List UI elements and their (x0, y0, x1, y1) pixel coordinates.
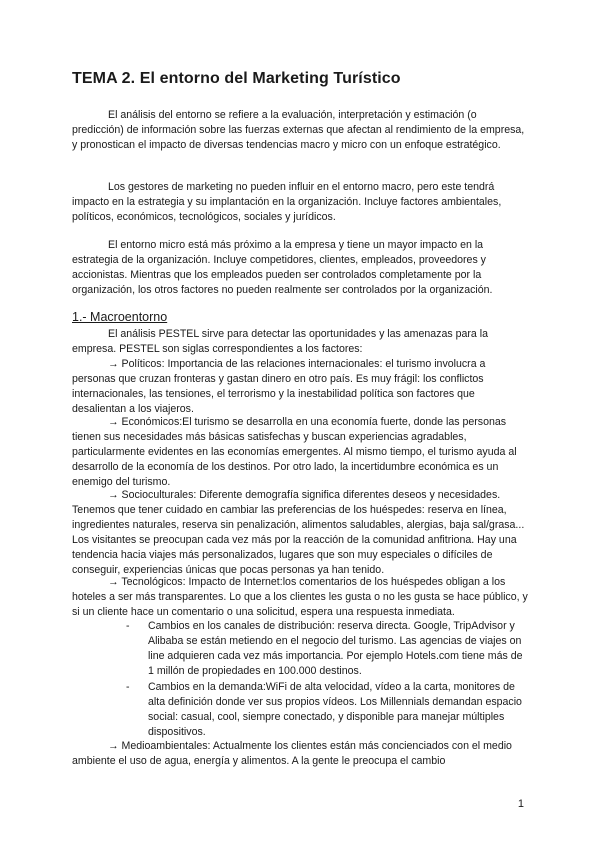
factor-medioambientales: → Medioambientales: Actualmente los clientes están más concienciados con el medio ambiente el uso de agua, energía y alimentos. A la gente le preocupa el cambio (72, 740, 512, 767)
paragraph-pestel-intro: El análisis PESTEL sirve para detectar las oportunidades y las amenazas para la empresa. PESTEL son siglas correspondientes a los factores: (72, 328, 489, 355)
section-heading-macroentorno: 1.- Macroentorno (72, 310, 168, 324)
factor-politicos: → Políticos: Importancia de las relaciones internacionales: el turismo involucra a personas que cruzan fronteras y gastan dinero en otro país. Es muy frágil: los conflictos internacionales, las tensiones, el terrorismo y la inestabilidad política son factores que desalientan a los viajeros. (72, 358, 486, 415)
paragraph-micro: El entorno micro está más próximo a la empresa y tiene un mayor impacto en la estrategia de la organización. Incluye competidores, clientes, empleados, proveedores y accionistas. Mientras que los empleados pueden ser controlados completamente por la organización, los otros factores no pueden realmente ser controlados por la organización. (72, 239, 493, 296)
page-title: TEMA 2. El entorno del Marketing Turístico (72, 70, 401, 87)
bullet-dash: - (126, 681, 130, 693)
bullet-text: Cambios en los canales de distribución: reserva directa. Google, TripAdvisor y Alibaba se están metiendo en el negocio del turismo. Las agencias de viajes on line adquieren cada vez más importancia. Por ejemplo Hotels.com tiene más de 1 millón de propiedades en 100.000 destinos. (148, 620, 523, 677)
paragraph-macro: Los gestores de marketing no pueden influir en el entorno macro, pero este tendrá impacto en la estrategia y su implantación en la organización. Incluye factores ambientales, políticos, económicos, tecnológicos, sociales y jurídicos. (72, 181, 502, 223)
factor-tecnologicos: → Tecnológicos: Impacto de Internet:los comentarios de los huéspedes obligan a los hoteles a ser más transparentes. Lo que a los clientes les gusta o no les gusta se hace público, y si un cliente hace un comentario o una solicitud, espera una respuesta inmediata. (72, 576, 528, 618)
paragraph-analisis: El análisis del entorno se refiere a la evaluación, interpretación y estimación (o predicción) de información sobre las fuerzas externas que afectan al rendimiento de la empresa, y pronostican el impacto de diversas tendencias macro y micro con un enfoque estratégico. (72, 109, 525, 151)
bullet-text: Cambios en la demanda:WiFi de alta velocidad, vídeo a la carta, monitores de alta definición donde ver sus propios vídeos. Los Millennials demandan espacio social: casual, cool, siempre conectado, y disponible para manejar múltiples dispositivos. (148, 681, 522, 738)
factor-socioculturales: → Socioculturales: Diferente demografía significa diferentes deseos y necesidades. Tenemos que tener cuidado en cambiar las preferencias de los huéspedes: reserva en línea, ingredientes naturales, reserva sin penalización, alimentos saludables, alergias, baja sal/grasa... Los visitantes se preocupan cada vez más por la reacción de la comunidad anfitriona. Hay una tendencia hacia viajes más personalizados, lugares que son muy especiales o difíciles de conseguir, experiencias únicas que pocas personas ya han tenido. (72, 489, 525, 576)
factor-economicos: → Económicos:El turismo se desarrolla en una economía fuerte, donde las personas tienen sus necesidades más básicas satisfechas y buscan experiencias agradables, particularmente evidentes en las economías emergentes. Al mismo tiempo, el turismo ayuda al desarrollo de la economía de los destinos. Por otro lado, la incertidumbre económica es un enemigo del turismo. (72, 416, 517, 488)
page-number: 1 (517, 798, 524, 810)
bullet-dash: - (126, 620, 130, 632)
